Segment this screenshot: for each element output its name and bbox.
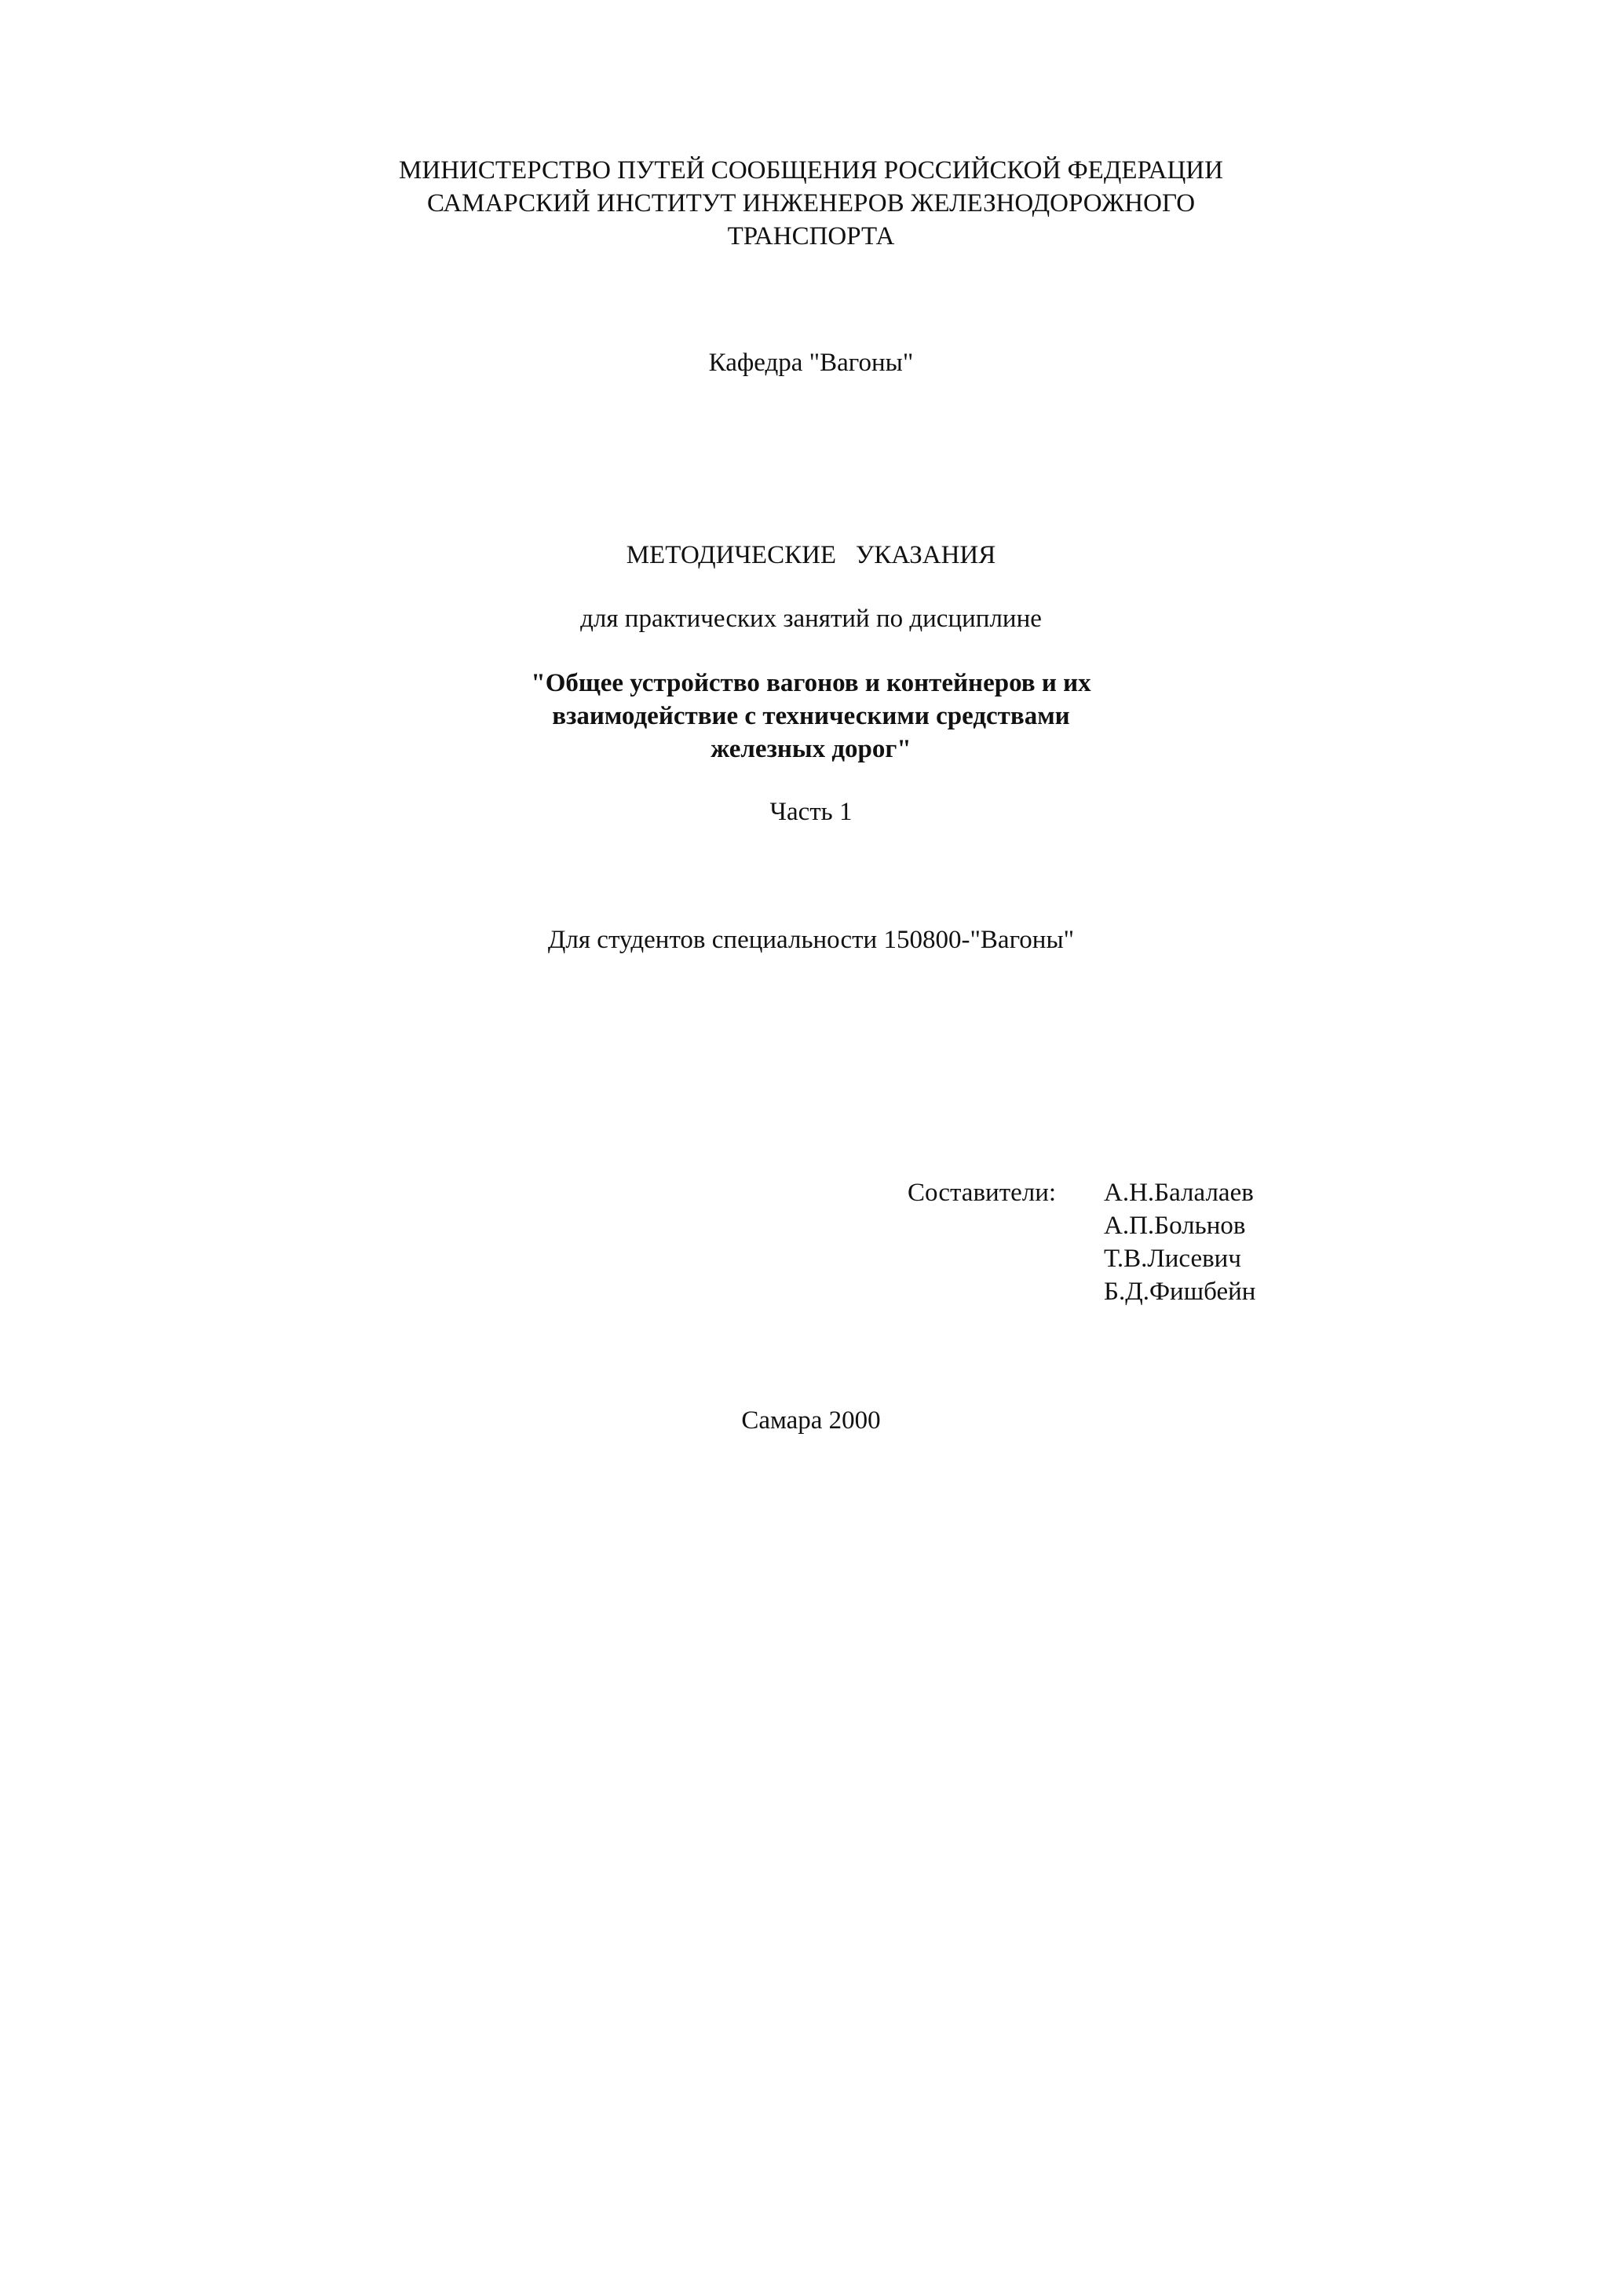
ministry-heading-line-2: САМАРСКИЙ ИНСТИТУТ ИНЖЕНЕРОВ ЖЕЛЕЗНОДОРОЖНОГО — [426, 189, 1196, 218]
compiler-name: А.П.Больнов — [1104, 1212, 1246, 1240]
ministry-heading-line-1: МИНИСТЕРСТВО ПУТЕЙ СООБЩЕНИЯ РОССИЙСКОЙ ФЕДЕРАЦИИ — [399, 156, 1223, 185]
compiler-name: Б.Д.Фишбейн — [1104, 1278, 1256, 1306]
compiler-name: А.Н.Балалаев — [1104, 1179, 1254, 1207]
document-type-title: МЕТОДИЧЕСКИЕ УКАЗАНИЯ — [626, 541, 996, 569]
place-and-year: Самара 2000 — [741, 1406, 881, 1435]
compiler-name: Т.В.Лисевич — [1104, 1245, 1241, 1273]
part-number: Часть 1 — [769, 798, 853, 826]
department-name: Кафедра "Вагоны" — [708, 349, 914, 377]
discipline-title-line-3: железных дорог" — [711, 735, 911, 763]
target-audience: Для студентов специальности 150800-"Вагоны" — [547, 926, 1075, 954]
compilers-label: Составители: — [908, 1179, 1057, 1207]
document-purpose: для практических занятий по дисциплине — [580, 605, 1042, 633]
discipline-title-line-1: "Общее устройство вагонов и контейнеров и их — [531, 669, 1091, 697]
discipline-title-line-2: взаимодействие с техническими средствами — [552, 702, 1070, 730]
ministry-heading-line-3: ТРАНСПОРТА — [727, 222, 895, 250]
compilers-list — [1104, 1176, 1339, 1308]
